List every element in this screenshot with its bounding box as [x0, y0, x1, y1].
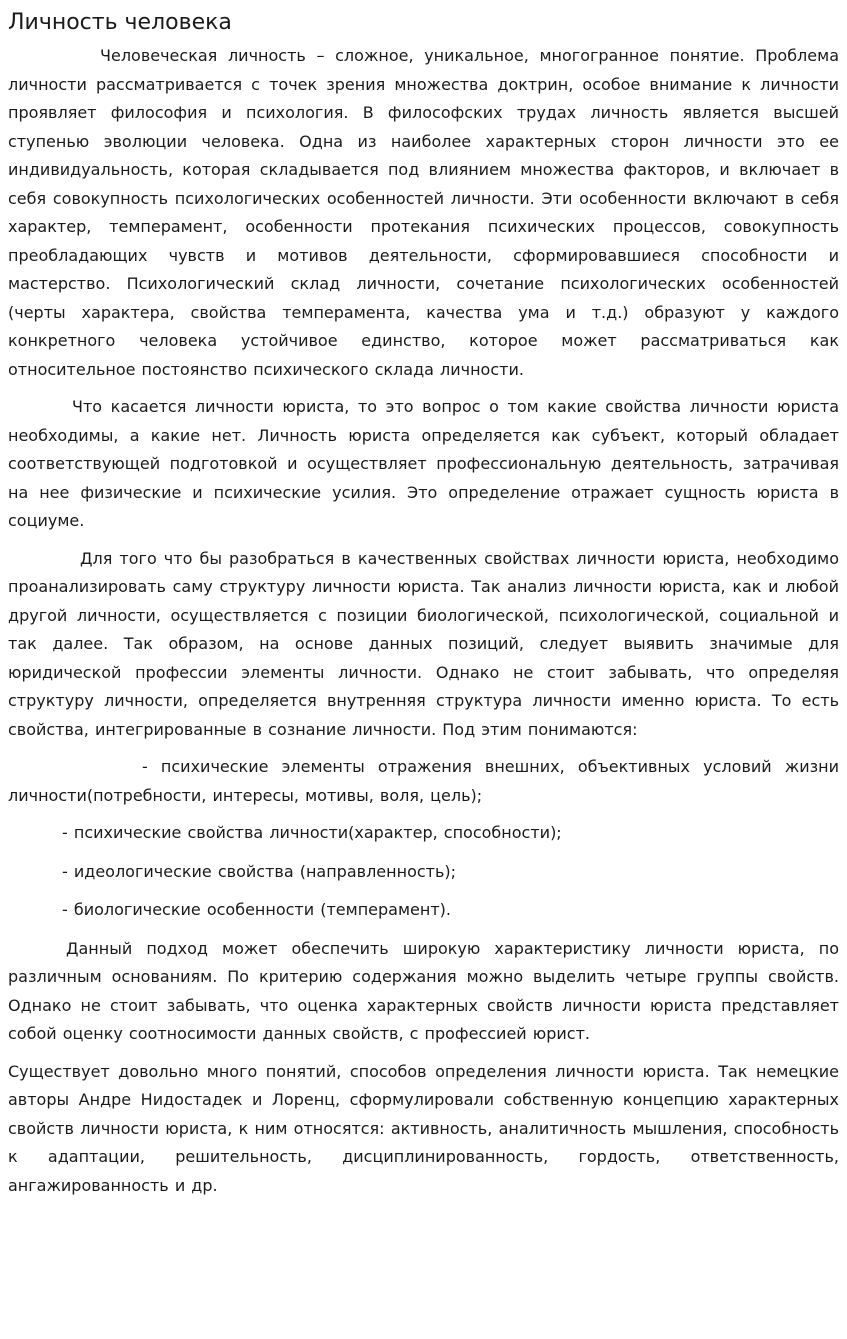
- list-item-ideological-properties: - идеологические свойства (направленность);: [62, 861, 457, 881]
- paragraph-approach: Данный подход может обеспечить широкую характеристику личности юриста, по различным основаниям. По критерию содержания можно выделить четыре группы свойств. Однако не стоит забывать, что оценка характерных свойств личности юриста представляет собой оценку соотносимости данных свойств, с профессией юрист.: [8, 938, 839, 1043]
- paragraph-concepts: Существует довольно много понятий, способов определения личности юриста. Так немецкие авторы Андре Нидостадек и Лоренц, сформулировали собственную концепцию характерных свойств личности юриста, к ним относятся: активность, аналитичность мышления, способность к адаптации, решительность, дисциплинированность, гордость, ответственность, ангажированность и др.: [8, 1061, 839, 1195]
- paragraph-psychic-elements: - психические элементы отражения внешних, объективных условий жизни личности(потребности, интересы, мотивы, воля, цель);: [8, 757, 839, 805]
- paragraph-lawyer-personality: Что касается личности юриста, то это вопрос о том какие свойства личности юриста необходимы, а какие нет. Личность юриста определяется как субъект, который обладает соответствующей подготовкой и осуществляет профессиональную деятельность, затрачивая на нее физические и психические усилия. Это определение отражает сущность юриста в социуме.: [8, 397, 839, 530]
- list-item-biological-features: - биологические особенности (темперамент).: [62, 900, 451, 919]
- list-item-psychic-properties: - психические свойства личности(характер, способности);: [62, 823, 562, 842]
- paragraph-intro: Человеческая личность – сложное, уникальное, многогранное понятие. Проблема личности рассматривается с точек зрения множества доктрин, особое внимание к личности проявляет философия и психология. В философских трудах личность является высшей ступенью эволюции человека. Одна из наиболее характерных сторон личности это ее индивидуальность, которая складывается под влиянием множества факторов, и включает в себя совокупность психологических особенностей личности. Эти особенности включают в себя характер, темперамент, особенности протекания психических процессов, совокупность преобладающих чувств и мотивов деятельности, сформировавшиеся способности и мастерство. Психологический склад личности, сочетание психологических особенностей (черты характера, свойства темперамента, качества ума и т.д.) образуют у каждого конкретного человека устойчивое единство, которое может рассматриваться как относительное постоянство психического склада личности.: [8, 46, 839, 379]
- paragraph-structure: Для того что бы разобраться в качественных свойствах личности юриста, необходимо проанализировать саму структуру личности юриста. Так анализ личности юриста, как и любой другой личности, осуществляется с позиции биологической, психологической, социальной и так далее. Так образом, на основе данных позиций, следует выявить значимые для юридической профессии элементы личности. Однако не стоит забывать, что определяя структуру личности, определяется внутренняя структура личности именно юриста. То есть свойства, интегрированные в сознание личности. Под этим понимаются:: [8, 548, 839, 739]
- page-title: Личность человека: [8, 10, 232, 35]
